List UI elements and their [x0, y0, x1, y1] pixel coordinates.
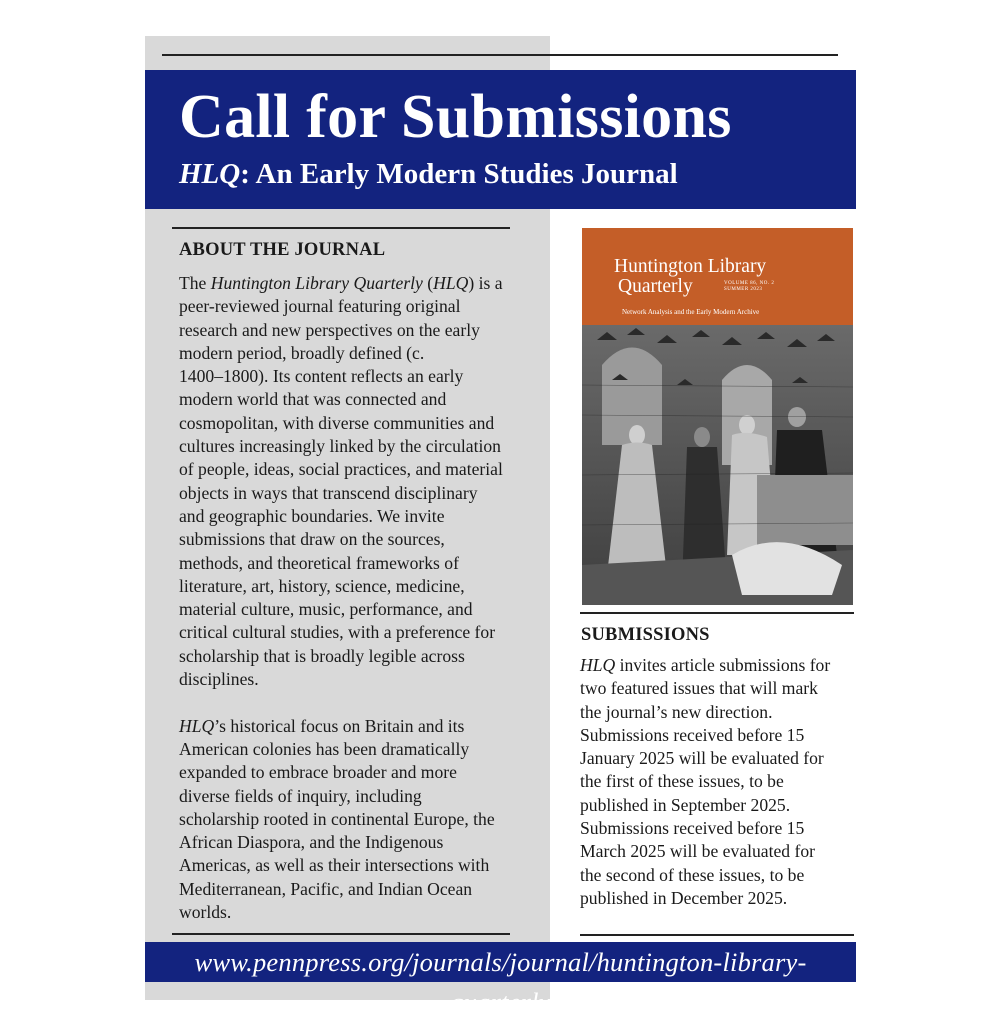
about-body — [179, 272, 541, 924]
submissions-line: published in December 2025. — [580, 887, 788, 908]
about-p1-line: peer-reviewed journal featuring original — [179, 296, 461, 317]
about-p1-line: submissions that draw on the sources, — [179, 529, 445, 550]
title-banner — [145, 70, 856, 209]
page-title: Call for Submissions — [179, 83, 732, 151]
submissions-line: Submissions received before 15 — [580, 724, 805, 745]
cover-subtitle: Network Analysis and the Early Modern Archive — [622, 308, 760, 316]
about-p1-line: and geographic boundaries. We invite — [179, 505, 445, 526]
about-p1-line: literature, art, history, science, medicine, — [179, 575, 465, 596]
about-bottom-divider — [172, 933, 510, 935]
journal-cover-image — [582, 228, 853, 605]
subtitle-journal-abbrev: HLQ — [179, 158, 241, 190]
submissions-top-divider — [580, 612, 854, 614]
submissions-bottom-divider — [580, 934, 854, 936]
submissions-italic-text: HLQ — [580, 655, 616, 675]
submissions-line: the first of these issues, to be — [580, 771, 784, 792]
submissions-paragraph — [580, 654, 854, 910]
about-p2-line: worlds. — [179, 902, 232, 923]
about-p1-line: modern world that was connected and — [179, 389, 447, 410]
about-p1-line: critical cultural studies, with a preference for — [179, 622, 496, 643]
submissions-line: January 2025 will be evaluated for — [580, 748, 824, 769]
cover-volume-line-1: VOLUME 86, NO. 2 — [724, 281, 775, 286]
submissions-heading: SUBMISSIONS — [581, 625, 710, 645]
about-p2-line: American colonies has been dramatically — [179, 738, 470, 759]
submissions-line: published in September 2025. — [580, 794, 791, 815]
about-p1-italic-text: Huntington Library Quarterly — [210, 273, 423, 293]
about-p2-line: scholarship rooted in continental Europe, the — [179, 808, 495, 829]
cover-header — [582, 228, 853, 325]
top-divider — [162, 54, 838, 56]
about-p1-italic-text: HLQ — [433, 273, 469, 293]
about-p1-line: The Huntington Library Quarterly (HLQ) is a — [179, 273, 503, 293]
about-p2-line: Americas, as well as their intersections with — [179, 855, 490, 876]
about-p2-line: Mediterranean, Pacific, and Indian Ocean — [179, 878, 473, 899]
cover-title-line-2: Quarterly — [618, 276, 693, 297]
submissions-line: March 2025 will be evaluated for — [580, 841, 815, 862]
submissions-line: two featured issues that will mark — [580, 678, 818, 699]
about-paragraph-2 — [179, 715, 541, 925]
cover-title-line-1: Huntington Library — [614, 256, 767, 277]
submissions-line: HLQ invites article submissions for — [580, 655, 831, 675]
about-p2-line: HLQ’s historical focus on Britain and its — [179, 715, 465, 736]
about-top-divider — [172, 227, 510, 229]
about-p1-line: methods, and theoretical frameworks of — [179, 552, 459, 573]
journal-url-footer: www.pennpress.org/journals/journal/huntington-library-quarterly — [145, 942, 856, 982]
about-p1-line: cultures increasingly linked by the circulation — [179, 436, 501, 457]
about-p2-line: expanded to embrace broader and more — [179, 762, 457, 783]
cover-volume — [724, 281, 774, 293]
page-subtitle — [179, 160, 678, 189]
about-p1-line: modern period, broadly defined (c. — [179, 342, 425, 363]
about-p1-line: objects in ways that transcend disciplinary — [179, 482, 478, 503]
submissions-line: the second of these issues, to be — [580, 864, 805, 885]
about-paragraph-1 — [179, 272, 541, 691]
cover-engraving-illustration — [582, 325, 853, 605]
submissions-line: the journal’s new direction. — [580, 701, 773, 722]
about-p1-line: of people, ideas, social practices, and material — [179, 459, 503, 480]
about-heading: ABOUT THE JOURNAL — [179, 240, 386, 260]
about-p1-line: disciplines. — [179, 669, 259, 690]
about-p1-line: 1400–1800). Its content reflects an early — [179, 366, 464, 387]
about-p1-line: scholarship that is broadly legible across — [179, 645, 465, 666]
about-p1-line: cosmopolitan, with diverse communities and — [179, 412, 495, 433]
cover-volume-line-2: SUMMER 2023 — [724, 287, 763, 292]
about-p1-line: research and new perspectives on the early — [179, 319, 480, 340]
about-p2-line: African Diaspora, and the Indigenous — [179, 832, 444, 853]
submissions-line: Submissions received before 15 — [580, 818, 805, 839]
about-p1-line: material culture, music, performance, and — [179, 599, 473, 620]
submissions-body — [580, 654, 854, 910]
about-p2-line: diverse fields of inquiry, including — [179, 785, 422, 806]
subtitle-rest: : An Early Modern Studies Journal — [240, 158, 678, 190]
about-p2-italic-text: HLQ — [179, 715, 215, 736]
